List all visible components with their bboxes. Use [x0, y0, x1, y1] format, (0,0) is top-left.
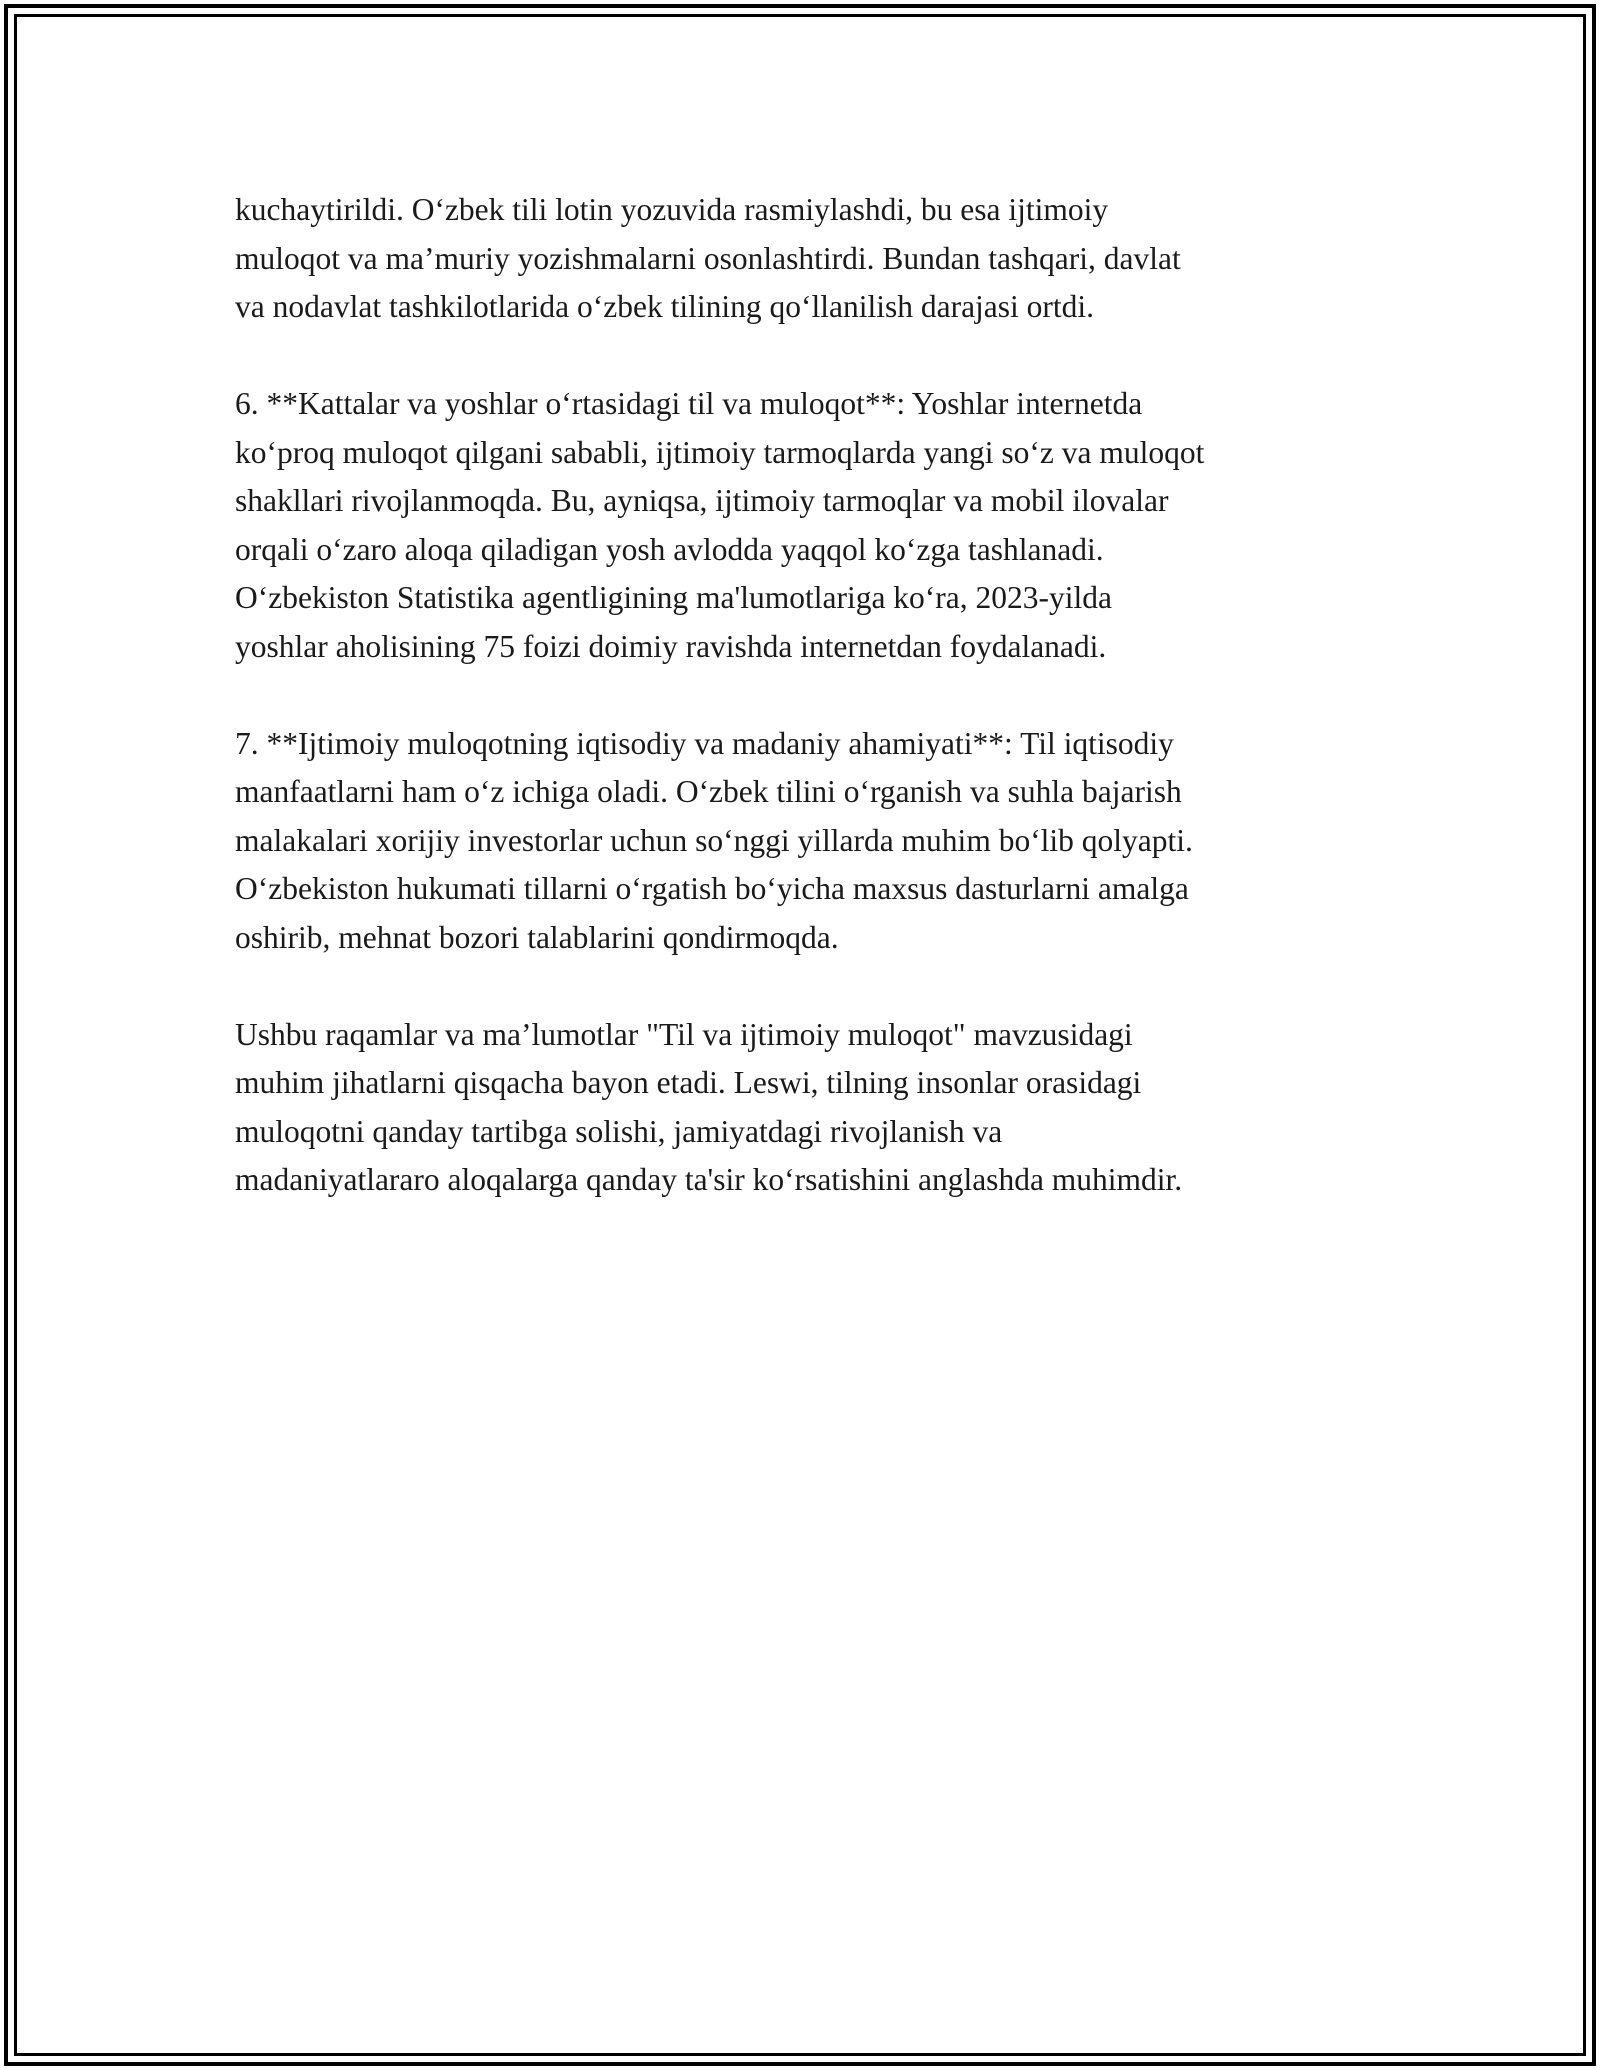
text-line: kuchaytirildi. O‘zbek tili lotin yozuvida rasmiylashdi, bu esa ijtimoiy: [235, 192, 1109, 227]
text-line: O‘zbekiston Statistika agentligining ma'lumotlariga ko‘ra, 2023-yilda: [235, 580, 1112, 615]
text-line: madaniyatlararo aloqalarga qanday ta'sir ko‘rsatishini anglashda muhimdir.: [235, 1162, 1183, 1197]
text-line: muhim jihatlarni qisqacha bayon etadi. Leswi, tilning insonlar orasidagi: [235, 1065, 1142, 1100]
text-line: malakalari xorijiy investorlar uchun so‘nggi yillarda muhim bo‘lib qolyapti.: [235, 822, 1193, 858]
text-line: va nodavlat tashkilotlarida o‘zbek tilining qo‘llanilish darajasi ortdi.: [235, 289, 1095, 324]
text-line: yoshlar aholisining 75 foizi doimiy ravishda internetdan foydalanadi.: [235, 628, 1107, 664]
paragraph-conclusion: [235, 1011, 1385, 1205]
text-line: manfaatlarni ham o‘z ichiga oladi. O‘zbek tilini o‘rganish va suhla bajarish: [235, 774, 1182, 809]
text-line: ko‘proq muloqot qilgani sababli, ijtimoiy tarmoqlarda yangi so‘z va muloqot: [235, 434, 1205, 470]
text-line: O‘zbekiston hukumati tillarni o‘rgatish bo‘yicha maxsus dasturlarni amalga: [235, 871, 1189, 906]
text-line: 7. **Ijtimoiy muloqotning iqtisodiy va madaniy ahamiyati**: Til iqtisodiy: [235, 725, 1174, 761]
paragraph-item-6: [235, 380, 1385, 671]
text-line: shakllari rivojlanmoqda. Bu, ayniqsa, ijtimoiy tarmoqlar va mobil ilovalar: [235, 483, 1169, 518]
text-line: Ushbu raqamlar va ma’lumotlar "Til va ijtimoiy muloqot" mavzusidagi: [235, 1016, 1133, 1052]
document-body: [235, 186, 1385, 1253]
text-line: 6. **Kattalar va yoshlar o‘rtasidagi til va muloqot**: Yoshlar internetda: [235, 386, 1143, 421]
text-line: muloqot va ma’muriy yozishmalarni osonlashtirdi. Bundan tashqari, davlat: [235, 240, 1181, 276]
paragraph-item-7: [235, 720, 1385, 963]
text-line: muloqotni qanday tartibga solishi, jamiyatdagi rivojlanish va: [235, 1113, 1003, 1149]
paragraph-continuation: [235, 186, 1385, 332]
text-line: oshirib, mehnat bozori talablarini qondirmoqda.: [235, 919, 839, 955]
text-line: orqali o‘zaro aloqa qiladigan yosh avlodda yaqqol ko‘zga tashlanadi.: [235, 531, 1104, 567]
